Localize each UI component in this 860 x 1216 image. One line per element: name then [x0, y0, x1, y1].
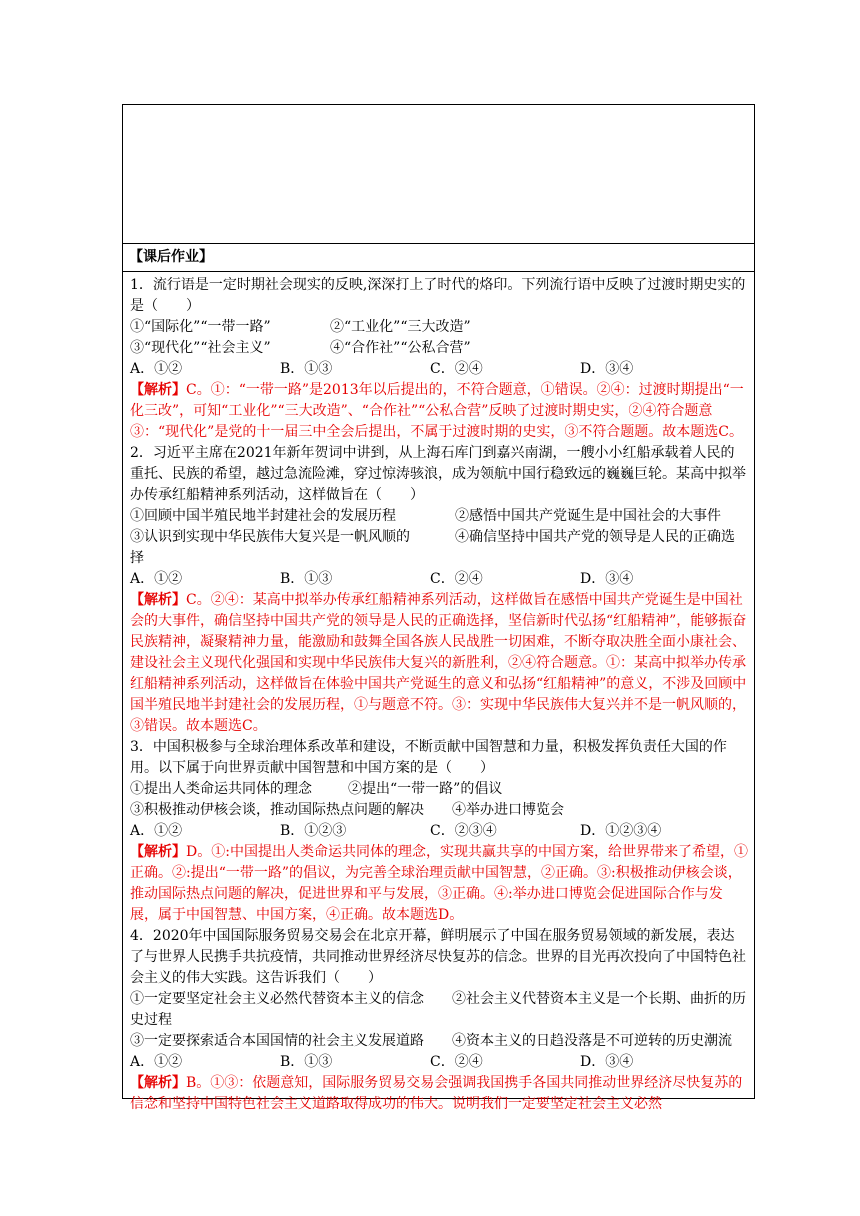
choice-item: ②感悟中国共产党诞生是中国社会的大事件	[455, 508, 721, 524]
answer-explanation: 【解析】B。①③：依题意知，国际服务贸易交易会强调我国携手各国共同推动世界经济尽快复苏的信念和坚持中国特色社会主义道路取得成功的伟大。说明我们一定要坚定社会主义必然	[130, 1075, 743, 1112]
choice-item: ②社会主义代替资本主义是一个长期、曲折的历史过程	[130, 991, 746, 1028]
question-stem: 1．流行语是一定时期社会现实的反映,深深打上了时代的烙印。下列流行语中反映了过渡时期史实的是（ ）	[130, 277, 746, 314]
choice-item: ④确信坚持中国共产党的领导是人民的正确选择	[130, 529, 735, 566]
question-stem: 3．中国积极参与全球治理体系改革和建设，不断贡献中国智慧和力量，积极发挥负责任大国的作用。以下属于向世界贡献中国智慧和中国方案的是（ ）	[130, 739, 727, 776]
choice-item: ③一定要探索适合本国国情的社会主义发展道路	[130, 1033, 424, 1049]
choice-item: ②“工业化”“三大改造”	[330, 319, 471, 335]
choice-item: ④“合作社”“公私合营”	[330, 340, 471, 356]
answer-explanation: 【解析】C。②④：某高中拟举办传承红船精神系列活动，这样做旨在感悟中国共产党诞生是中国社会的大事件，确信坚持中国共产党的领导是人民的正确选择，坚信新时代弘扬“红船精神”，能够振奋民族精神，凝聚精神力量，能激励和鼓舞全国各族人民战胜一切困难，不断夺取决胜全面小康社会、建设社会主义现代化强国和实现中华民族伟大复兴的新胜利，②④符合题意。①：某高中拟举办传承红船精神系列活动，这样做旨在体验中国共产党诞生的意义和弘扬“红船精神”的意义，不涉及回顾中国半殖民地半封建社会的发展历程，①与题意不符。③：实现中华民族伟大复兴并不是一帆风顺的，③错误。故本题选C。	[130, 592, 747, 734]
question-stem: 2．习近平主席在2021年新年贺词中讲到，从上海石库门到嘉兴南湖，一艘小小红船承载着人民的重托、民族的希望，越过急流险滩，穿过惊涛骇浪，成为领航中国行稳致远的巍巍巨轮。某高中拟举办传承红船精神系列活动，这样做旨在（ ）	[130, 445, 746, 503]
choice-item: ③积极推动伊核会谈，推动国际热点问题的解决	[130, 802, 424, 818]
question-3	[130, 737, 748, 926]
choice-item: ②提出“一带一路”的倡议	[348, 781, 503, 797]
questions-area	[123, 272, 754, 1115]
choice-item: ①“国际化”“一带一路”	[130, 319, 271, 335]
answer-options: A．①② B．①③ C．②④ D．③④	[130, 1054, 634, 1070]
answer-options: A．①② B．①③ C．②④ D．③④	[130, 571, 634, 587]
choice-item: ①回顾中国半殖民地半封建社会的发展历程	[130, 508, 396, 524]
question-1	[130, 275, 748, 443]
answer-explanation: 【解析】D。①:中国提出人类命运共同体的理念，实现共赢共享的中国方案，给世界带来了希望，①正确。②:提出“一带一路”的倡议，为完善全球治理贡献中国智慧，②正确。③:积极推动伊核会谈，推动国际热点问题的解决，促进世界和平与发展，③正确。④:举办进口博览会促进国际合作与发展，属于中国智慧、中国方案，④正确。故本题选D。	[130, 844, 748, 923]
question-2	[130, 443, 748, 737]
answer-options: A．①② B．①②③ C．②③④ D．①②③④	[130, 823, 662, 839]
question-4	[130, 926, 748, 1115]
section-title: 【课后作业】	[123, 244, 754, 272]
choice-item: ①提出人类命运共同体的理念	[130, 781, 312, 797]
answer-explanation: 【解析】C。①：“一带一路”是2013年以后提出的，不符合题意，①错误。②④：过渡时期提出“一化三改”，可知“工业化”“三大改造”、“合作社”“公私合营”反映了过渡时期史实，②④符合题意③：“现代化”是党的十一届三中全会后提出，不属于过渡时期的史实，③不符合题题。故本题选C。	[130, 382, 744, 440]
blank-cell	[123, 105, 754, 244]
choice-item: ③“现代化”“社会主义”	[130, 340, 271, 356]
choice-item: ①一定要坚定社会主义必然代替资本主义的信念	[130, 991, 424, 1007]
question-stem: 4．2020年中国国际服务贸易交易会在北京开幕，鲜明展示了中国在服务贸易领域的新发展，表达了与世界人民携手共抗疫情，共同推动世界经济尽快复苏的信念。世界的目光再次投向了中国特色社会主义的伟大实践。这告诉我们（ ）	[130, 928, 746, 986]
choice-item: ④举办进口博览会	[452, 802, 564, 818]
exercise-table	[122, 104, 755, 1112]
choice-item: ④资本主义的日趋没落是不可逆转的历史潮流	[452, 1033, 732, 1049]
answer-options: A．①② B．①③ C．②④ D．③④	[130, 361, 634, 377]
choice-item: ③认识到实现中华民族伟大复兴是一帆风顺的	[130, 529, 410, 545]
